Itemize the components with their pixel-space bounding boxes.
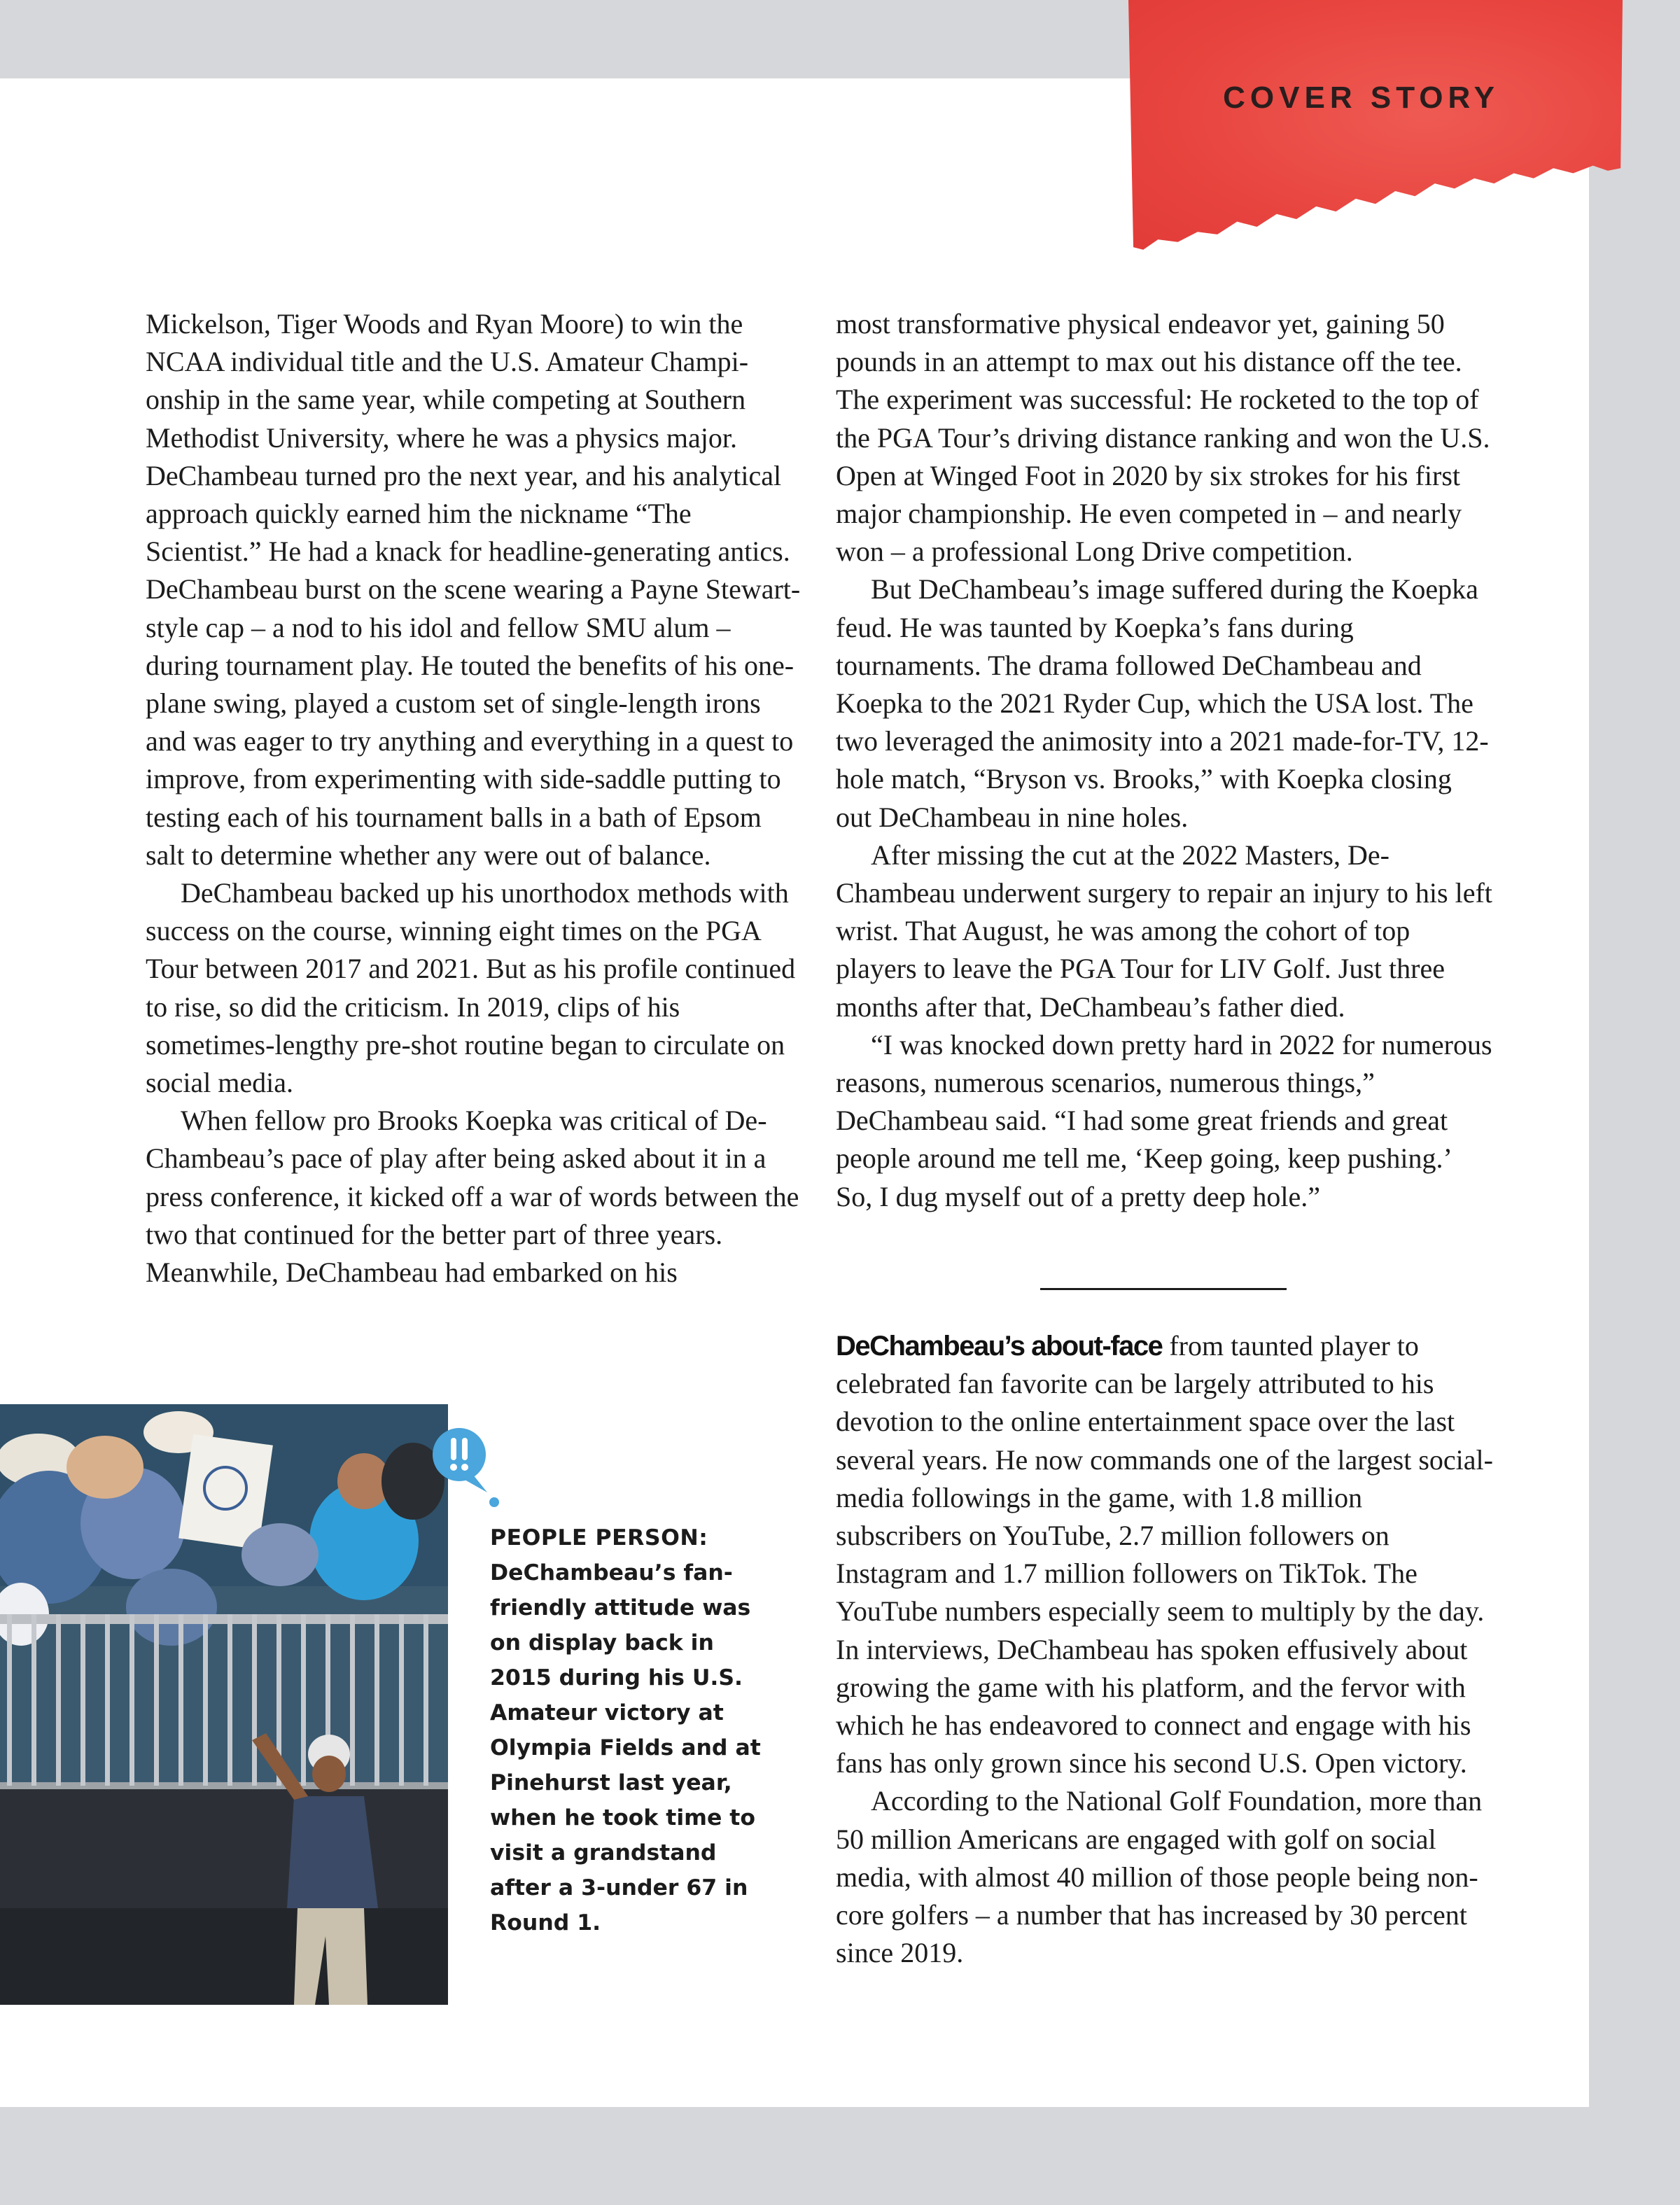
paragraph: Mickelson, Tiger Woods and Ryan Moore) to win the NCAA individual title and the U.S. Amateur Championship in the same year, while competing at Southern Methodist University, where he was a physics major. DeChambeau turned pro the next year, and his analytical approach quickly earned him the nickname “The Scientist.” He had a knack for headline-generating antics. DeChambeau burst on the scene wearing a Payne Stewart-style cap – a nod to his idol and fellow SMU alum – during tournament play. He touted the benefits of his one-plane swing, played a custom set of single-length irons and was eager to try anything and everything in a quest to improve, from experimenting with side-saddle putting to testing each of his tournament balls in a bath of Epsom salt to determine whether any were out of balance. [146, 308, 801, 871]
article-column-right-top [836, 305, 1494, 1216]
article-column-left [146, 305, 802, 1292]
section-label: COVER STORY [1223, 80, 1499, 115]
paragraph [836, 1327, 1494, 1782]
paragraph: DeChambeau backed up his unorthodox methods with success on the course, winning eight times on the PGA Tour between 2017 and 2021. But as his profile continued to rise, so did the criticism. In 2019, clips of his sometimes-lengthy pre-shot routine began to circulate on social media. [146, 877, 796, 1099]
caption-text: DeChambeau’s fan-friendly attitude was on display back in 2015 during his U.S. Amateur victory at Olympia Fields and at Pinehurst last year, when he took time to visit a grandstand after a 3-under 67 in Round 1. [490, 1560, 761, 1935]
photo-caption [490, 1520, 770, 1940]
paragraph: But DeChambeau’s image suffered during the Koepka feud. He was taunted by Koepka’s fans during tournaments. The drama followed DeChambeau and Koepka to the 2021 Ryder Cup, which the USA lost. The two leveraged the animosity into a 2021 made-for-TV, 12-hole match, “Bryson vs. Brooks,” with Koepka closing out DeChambeau in nine holes. [836, 573, 1489, 833]
paragraph: After missing the cut at the 2022 Masters, DeChambeau underwent surgery to repair an injury to his left wrist. That August, he was among the cohort of top players to leave the PGA Tour for LIV Golf. Just three months after that, DeChambeau’s father died. [836, 839, 1492, 1023]
lead-in: DeChambeau’s about-face [836, 1331, 1163, 1362]
caption-label: PEOPLE PERSON: [490, 1525, 708, 1550]
fans-photo [0, 1404, 448, 2005]
paragraph: When fellow pro Brooks Koepka was critical of DeChambeau’s pace of play after being asked about it in a press conference, it kicked off a war of words between the two that continued for the better part of three years. Meanwhile, DeChambeau had embarked on his [146, 1105, 799, 1289]
paragraph-text: from taunted player to celebrated fan favorite can be largely attributed to his devotion to the online entertainment space over the last several years. He now commands one of the largest social-media followings in the game, with 1.8 million subscribers on YouTube, 2.7 million followers on Instagram and 1.7 million followers on TikTok. The YouTube numbers especially seem to multiply by the day. In interviews, DeChambeau has spoken effusively about growing the game with his platform, and the fervor with which he has endeavored to connect and engage with his fans has only grown since his second U.S. Open victory. [836, 1330, 1493, 1779]
section-divider [1040, 1288, 1287, 1290]
paragraph: “I was knocked down pretty hard in 2022 for numerous reasons, numerous scenarios, numerous things,” DeChambeau said. “I had some great friends and great people around me tell me, ‘Keep going, keep pushing.’ So, I dug myself out of a pretty deep hole.” [836, 1028, 1492, 1212]
paragraph: most transformative physical endeavor yet, gaining 50 pounds in an attempt to max out his distance off the tee. The experiment was successful: He rocketed to the top of the PGA Tour’s driving distance ranking and won the U.S. Open at Winged Foot in 2020 by six strokes for his first major championship. He even competed in – and nearly won – a professional Long Drive competition. [836, 308, 1490, 568]
exclamation-speech-bubble-icon [430, 1422, 500, 1508]
article-column-right-bottom [836, 1327, 1494, 1972]
paragraph: According to the National Golf Foundation, more than 50 million Americans are engaged with golf on social media, with almost 40 million of those people being non-core golfers – a number that has increased by 30 percent since 2019. [836, 1785, 1483, 1969]
